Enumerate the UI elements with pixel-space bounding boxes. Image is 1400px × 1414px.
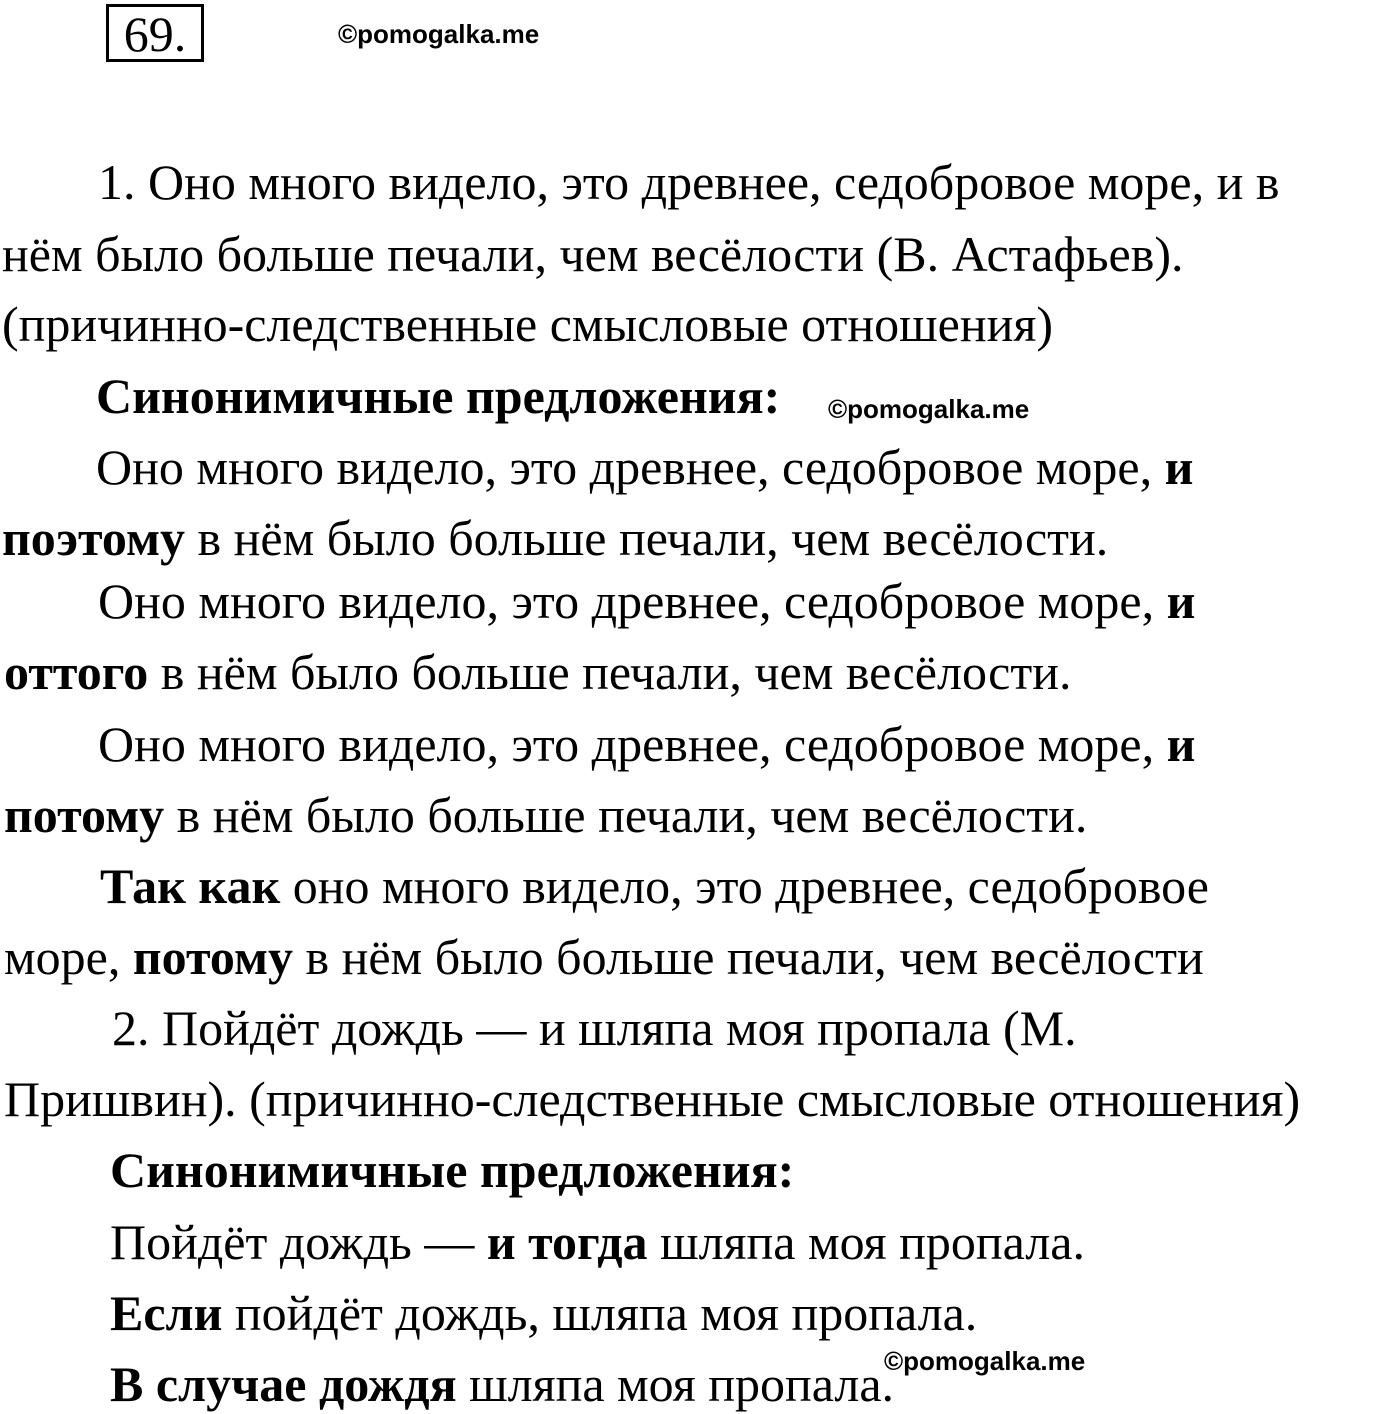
s2-variant-1: Пойдёт дождь — и тогда шляпа моя пропала. (110, 1214, 1085, 1270)
s1-variant-3-line-2: потому в нём было больше печали, чем весёлости. (4, 787, 1088, 843)
s1-variant-4-line-2: море, потому в нём было больше печали, чем весёлости (4, 929, 1204, 985)
watermark-top: ©pomogalka.me (338, 19, 540, 49)
s1-line-1: 1. Оно много видело, это древнее, седобровое море, и в (98, 154, 1280, 210)
s1-variant-4-line-1: Так как оно много видело, это древнее, седобровое (100, 858, 1209, 914)
s1-line-3: (причинно-следственные смысловые отношения) (2, 296, 1053, 352)
s2-variant-3: В случае дождя шляпа моя пропала. (110, 1356, 895, 1412)
s1-variant-2-line-1: Оно много видело, это древнее, седобровое море, и (98, 573, 1196, 629)
task-number: 69. (123, 6, 187, 62)
s2-line-1: 2. Пойдёт дождь — и шляпа моя пропала (М. (112, 1000, 1077, 1056)
watermark-bottom: ©pomogalka.me (884, 1346, 1086, 1376)
s2-variant-2: Если пойдёт дождь, шляпа моя пропала. (110, 1285, 978, 1341)
s2-heading: Синонимичные предложения: (110, 1142, 795, 1198)
s2-line-2: Пришвин). (причинно-следственные смысловые отношения) (4, 1071, 1301, 1127)
watermark-middle: ©pomogalka.me (828, 394, 1030, 424)
s1-variant-3-line-1: Оно много видело, это древнее, седобровое море, и (98, 716, 1196, 772)
s1-variant-1-line-2: поэтому в нём было больше печали, чем весёлости. (2, 510, 1109, 566)
s1-variant-2-line-2: оттого в нём было больше печали, чем весёлости. (4, 644, 1072, 700)
task-number-box (106, 4, 204, 62)
s1-heading: Синонимичные предложения: (96, 368, 781, 424)
s1-variant-1-line-1: Оно много видело, это древнее, седобровое море, и (96, 439, 1194, 495)
s1-line-2: нём было больше печали, чем весёлости (В. Астафьев). (2, 226, 1184, 282)
